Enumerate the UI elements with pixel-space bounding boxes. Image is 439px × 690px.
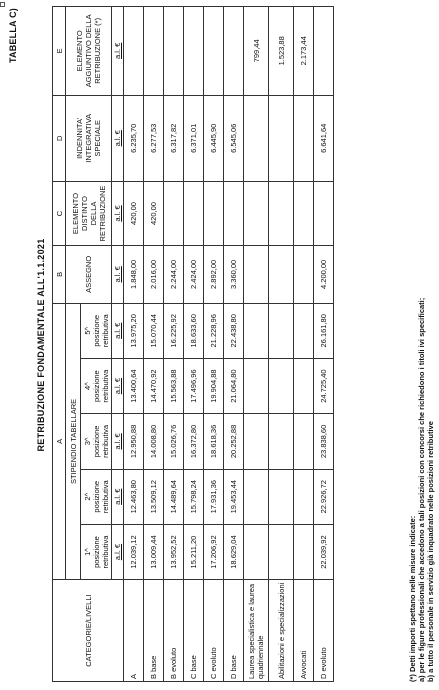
row-category: D evoluto [314,580,334,682]
cell-edr [244,181,269,245]
header-position-1: 1^ posizione retributiva [81,524,112,579]
cell-iis: 6.235,70 [124,95,144,181]
table-row [224,7,244,682]
table-row [314,7,334,682]
cell-p1: 15.211,20 [184,524,204,579]
cell-p5: 22.438,80 [224,303,244,358]
cell-p4: 24.725,40 [314,358,334,413]
cell-iis: 6.545,06 [224,95,244,181]
row-category: C evoluto [204,580,224,682]
cell-p5: 15.070,44 [144,303,164,358]
cell-iis [244,95,269,181]
cell-p4: 15.563,88 [164,358,184,413]
table-row [244,7,269,682]
cell-p3: 16.372,80 [184,414,204,469]
unit-assegno: a.l. € [112,246,124,304]
col-letter-d: D [53,95,66,181]
cell-ear [224,7,244,96]
cell-edr [164,181,184,245]
cell-assegno [294,246,314,304]
cell-assegno: 2.016,00 [144,246,164,304]
col-letter-a: A [53,303,66,580]
cell-ear [184,7,204,96]
header-stipendio: STIPENDIO TABELLARE [66,303,81,580]
cell-p3: 23.838,60 [314,414,334,469]
unit-edr: a.l. € [112,181,124,245]
table-tag: TABELLA C) [8,8,18,63]
cell-ear [124,7,144,96]
header-elemento-aggiuntivo: ELEMENTO AGGIUNTIVO DELLA RETRIBUZIONE (*) [66,7,112,96]
row-category: Abilitazioni e specializzazioni [269,580,294,682]
cell-p3: 20.252,88 [224,414,244,469]
header-elemento-distinto: ELEMENTO DISTINTO DELLA RETRIBUZIONE [66,181,112,245]
unit-p5: a.l. € [112,303,124,358]
table-row [144,7,164,682]
row-category: A [124,580,144,682]
cell-edr [184,181,204,245]
header-position-5: 5^ posizione retributiva [81,303,112,358]
header-position-3: 3^ posizione retributiva [81,414,112,469]
cell-p2 [294,469,314,524]
cell-assegno: 1.848,00 [124,246,144,304]
table-row [164,7,184,682]
cell-edr [224,181,244,245]
cell-p1: 13.009,44 [144,524,164,579]
table-row [204,7,224,682]
cell-iis: 6.317,82 [164,95,184,181]
cell-ear [204,7,224,96]
cell-edr [314,181,334,245]
cell-p4: 14.470,92 [144,358,164,413]
footnotes [408,6,435,682]
cell-iis: 6.445,90 [204,95,224,181]
header-indennita: INDENNITA' INTEGRATIVA SPECIALE [66,95,112,181]
cell-assegno: 4.200,00 [314,246,334,304]
col-letter-e: E [53,7,66,96]
cell-p1 [294,524,314,579]
cell-p1: 18.629,04 [224,524,244,579]
footnote-a: a) per le figure professionali che accedono a tali posizioni con concorsi che richiedono i titoli ivi specificati; [417,297,426,682]
cell-ear: 1.523,88 [269,7,294,96]
cell-p4 [244,358,269,413]
table-row [124,7,144,682]
cell-edr: 420,00 [144,181,164,245]
cell-ear: 799,44 [244,7,269,96]
cell-iis: 6.277,53 [144,95,164,181]
cell-p5: 16.225,92 [164,303,184,358]
cell-p4: 19.904,88 [204,358,224,413]
letters-row [53,7,66,682]
table-row [294,7,314,682]
cell-p1 [269,524,294,579]
cell-iis [269,95,294,181]
footnote-b: b) a tutto il personale in servizio già inquadrato nelle posizioni retributive [426,421,435,682]
cell-p3 [269,414,294,469]
table-row [184,7,204,682]
row-category: D base [224,580,244,682]
cell-assegno [269,246,294,304]
row-category: Avvocati [294,580,314,682]
header-categorie: CATEGORIE/LIVELLI [53,580,124,682]
col-letter-b: B [53,246,66,304]
cell-ear [314,7,334,96]
row-category: B evoluto [164,580,184,682]
cell-edr: 420,00 [124,181,144,245]
cell-p5 [244,303,269,358]
cell-p2: 17.931,36 [204,469,224,524]
cell-p1: 17.206,92 [204,524,224,579]
cell-assegno: 2.244,00 [164,246,184,304]
cell-p1: 22.039,92 [314,524,334,579]
cell-p4: 13.400,64 [124,358,144,413]
unit-p2: a.l. € [112,469,124,524]
cell-assegno: 2.424,00 [184,246,204,304]
col-letter-c: C [53,181,66,245]
cell-iis: 6.641,64 [314,95,334,181]
cell-p2 [269,469,294,524]
cell-p5 [269,303,294,358]
footnote-intro: (*) Detti importi spettano nelle misure indicate: [408,515,417,682]
cell-p3 [294,414,314,469]
unit-iis: a.l. € [112,95,124,181]
unit-p3: a.l. € [112,414,124,469]
cell-p3: 15.026,76 [164,414,184,469]
header-position-4: 4^ posizione retributiva [81,358,112,413]
row-category: Laurea specialistica e laurea quadriennale [244,580,269,682]
cell-p5: 13.975,20 [124,303,144,358]
cell-ear [144,7,164,96]
cell-edr [204,181,224,245]
cell-assegno: 2.892,00 [204,246,224,304]
cell-p3: 14.008,80 [144,414,164,469]
cell-p5 [294,303,314,358]
cell-p2: 22.926,72 [314,469,334,524]
table-row [269,7,294,682]
document-title: RETRIBUZIONE FONDAMENTALE ALL'1.1.2021 [36,238,46,452]
cell-p5: 21.228,96 [204,303,224,358]
row-category: C base [184,580,204,682]
salary-table [52,6,334,682]
cell-p3: 12.950,88 [124,414,144,469]
cell-p2: 13.509,12 [144,469,164,524]
header-position-2: 2^ posizione retributiva [81,469,112,524]
unit-ear: a.l. € [112,7,124,96]
cell-edr [269,181,294,245]
cell-p4 [269,358,294,413]
header-assegno: ASSEGNO [66,246,112,304]
table-body [124,7,334,682]
cell-p1: 13.952,52 [164,524,184,579]
cell-p2: 15.798,24 [184,469,204,524]
cell-p4: 17.496,96 [184,358,204,413]
row-category: B base [144,580,164,682]
cell-p1: 12.039,12 [124,524,144,579]
cell-p2: 14.489,64 [164,469,184,524]
cell-ear [164,7,184,96]
cell-assegno: 3.360,00 [224,246,244,304]
unit-p1: a.l. € [112,524,124,579]
cell-assegno [244,246,269,304]
cell-p4: 21.064,80 [224,358,244,413]
cell-p4 [294,358,314,413]
cell-iis [294,95,314,181]
cell-ear: 2.173,44 [294,7,314,96]
cell-p5: 18.633,60 [184,303,204,358]
cell-p3 [244,414,269,469]
cell-p1 [244,524,269,579]
cell-p2: 12.463,80 [124,469,144,524]
cell-p2: 19.453,44 [224,469,244,524]
cell-iis: 6.371,01 [184,95,204,181]
cell-edr [294,181,314,245]
cell-p3: 18.618,36 [204,414,224,469]
page-corner-marker [0,2,5,7]
cell-p2 [244,469,269,524]
unit-p4: a.l. € [112,358,124,413]
cell-p5: 26.161,80 [314,303,334,358]
